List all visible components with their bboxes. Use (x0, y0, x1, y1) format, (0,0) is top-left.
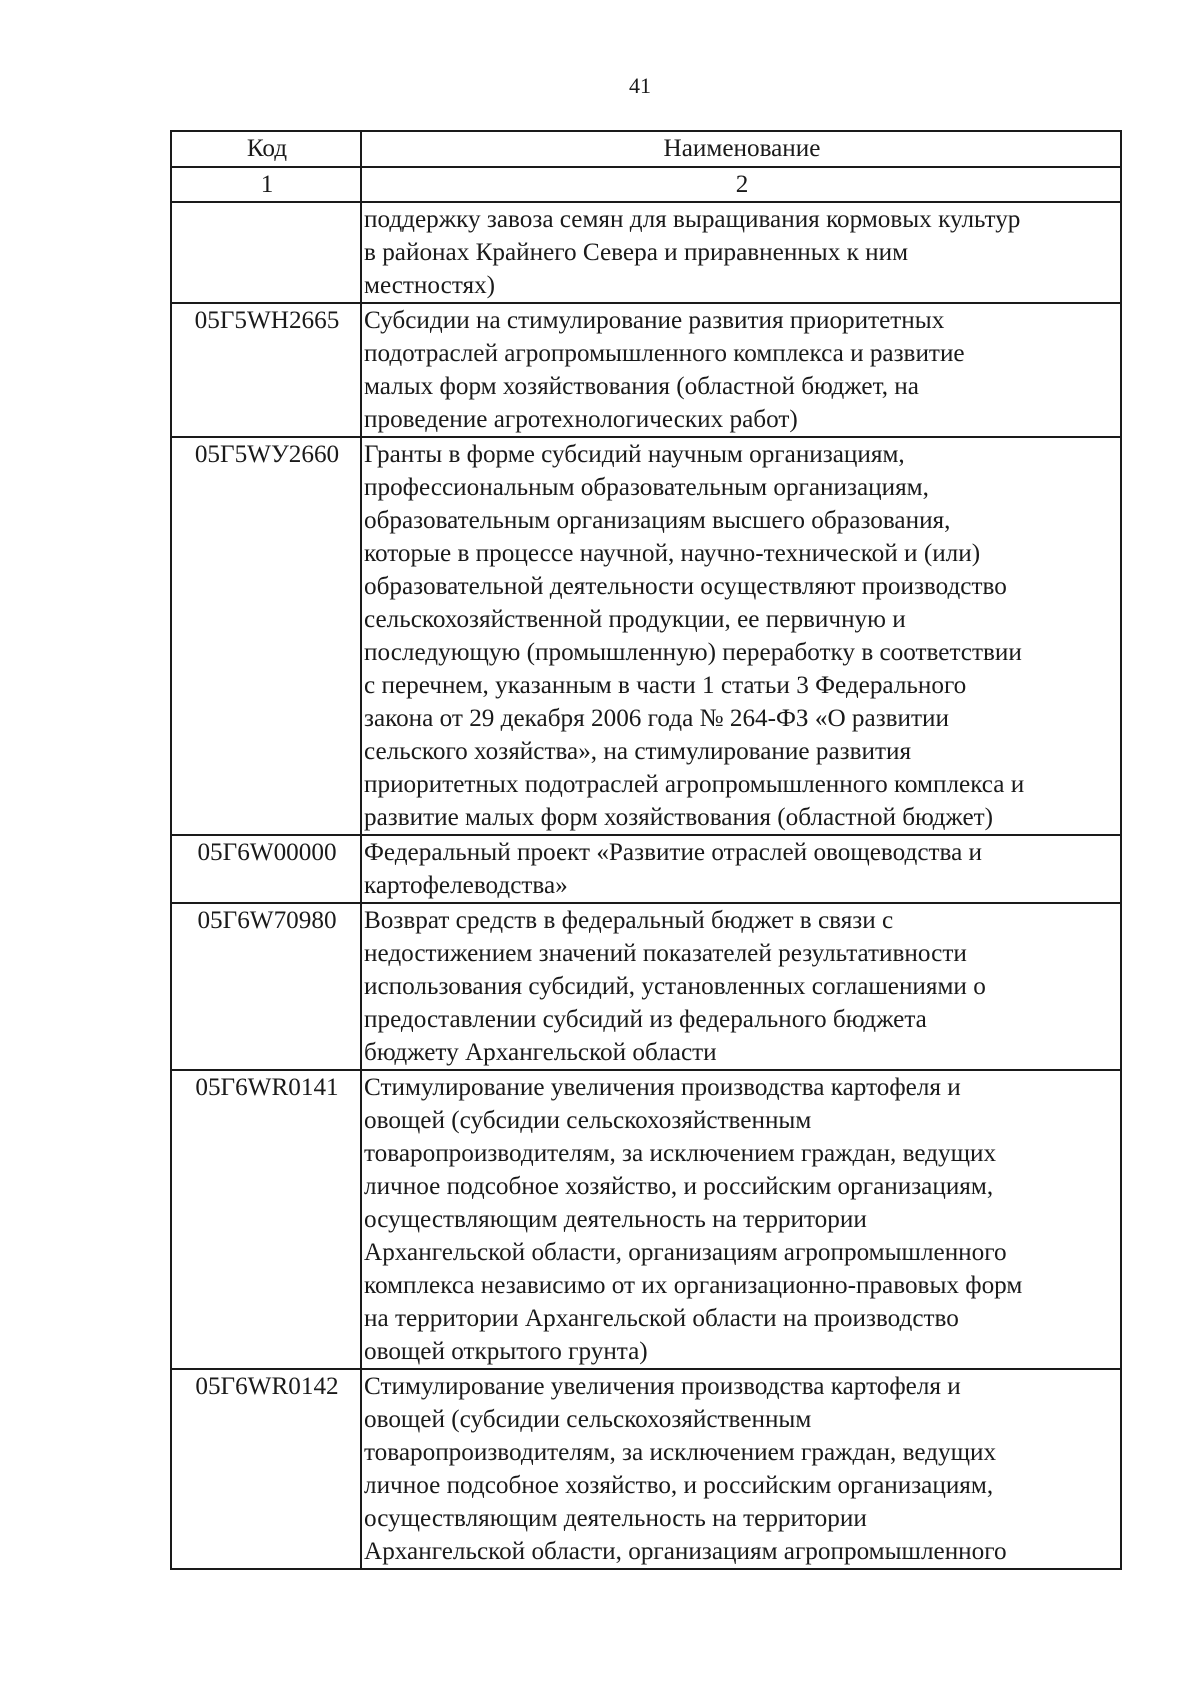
table-row (171, 835, 1121, 903)
row-code: 05Г6W70980 (171, 903, 361, 1070)
row-name: Стимулирование увеличения производства картофеля и овощей (субсидии сельскохозяйственным товаропроизводителям, за исключением граждан, ведущих личное подсобное хозяйство, и российским организациям, осуществляющим деятельность на территории Архангельской области, организациям агропромышленного комплекса независимо от их организационно-правовых форм на территории Архангельской области на производство овощей открытого грунта) (361, 1070, 1121, 1369)
row-name: Стимулирование увеличения производства картофеля и овощей (субсидии сельскохозяйственным товаропроизводителям, за исключением граждан, ведущих личное подсобное хозяйство, и российским организациям, осуществляющим деятельность на территории Архангельской области, организациям агропромышленного (361, 1369, 1121, 1569)
header-name: Наименование (361, 131, 1121, 167)
row-name: Гранты в форме субсидий научным организациям, профессиональным образовательным организациям, образовательным организациям высшего образования, которые в процессе научной, научно-технической и (или) образовательной деятельности осуществляют производство сельскохозяйственной продукции, ее первичную и последующую (промышленную) переработку в соответствии с перечнем, указанным в части 1 статьи 3 Федерального закона от 29 декабря 2006 года № 264-ФЗ «О развитии сельского хозяйства», на стимулирование развития приоритетных подотраслей агропромышленного комплекса и развитие малых форм хозяйствования (областной бюджет) (361, 437, 1121, 835)
row-code: 05Г5WH2665 (171, 303, 361, 437)
header-code: Код (171, 131, 361, 167)
row-name: поддержку завоза семян для выращивания кормовых культур в районах Крайнего Севера и приравненных к ним местностях) (361, 202, 1121, 303)
column-number-row (171, 167, 1121, 202)
table-row (171, 437, 1121, 835)
table-row (171, 1070, 1121, 1369)
table-header-row (171, 131, 1121, 167)
row-name: Субсидии на стимулирование развития приоритетных подотраслей агропромышленного комплекса и развитие малых форм хозяйствования (областной бюджет, на проведение агротехнологических работ) (361, 303, 1121, 437)
table-row (171, 1369, 1121, 1569)
row-code (171, 202, 361, 303)
column-number-2: 2 (361, 167, 1121, 202)
row-code: 05Г6WR0141 (171, 1070, 361, 1369)
table-row (171, 202, 1121, 303)
budget-code-table (170, 130, 1122, 1570)
table-row (171, 303, 1121, 437)
page-number: 41 (629, 73, 651, 98)
column-number-1: 1 (171, 167, 361, 202)
row-code: 05Г5WУ2660 (171, 437, 361, 835)
row-name: Возврат средств в федеральный бюджет в связи с недостижением значений показателей результативности использования субсидий, установленных соглашениями о предоставлении субсидий из федерального бюджета бюджету Архангельской области (361, 903, 1121, 1070)
row-code: 05Г6W00000 (171, 835, 361, 903)
row-name: Федеральный проект «Развитие отраслей овощеводства и картофелеводства» (361, 835, 1121, 903)
row-code: 05Г6WR0142 (171, 1369, 361, 1569)
table-row (171, 903, 1121, 1070)
